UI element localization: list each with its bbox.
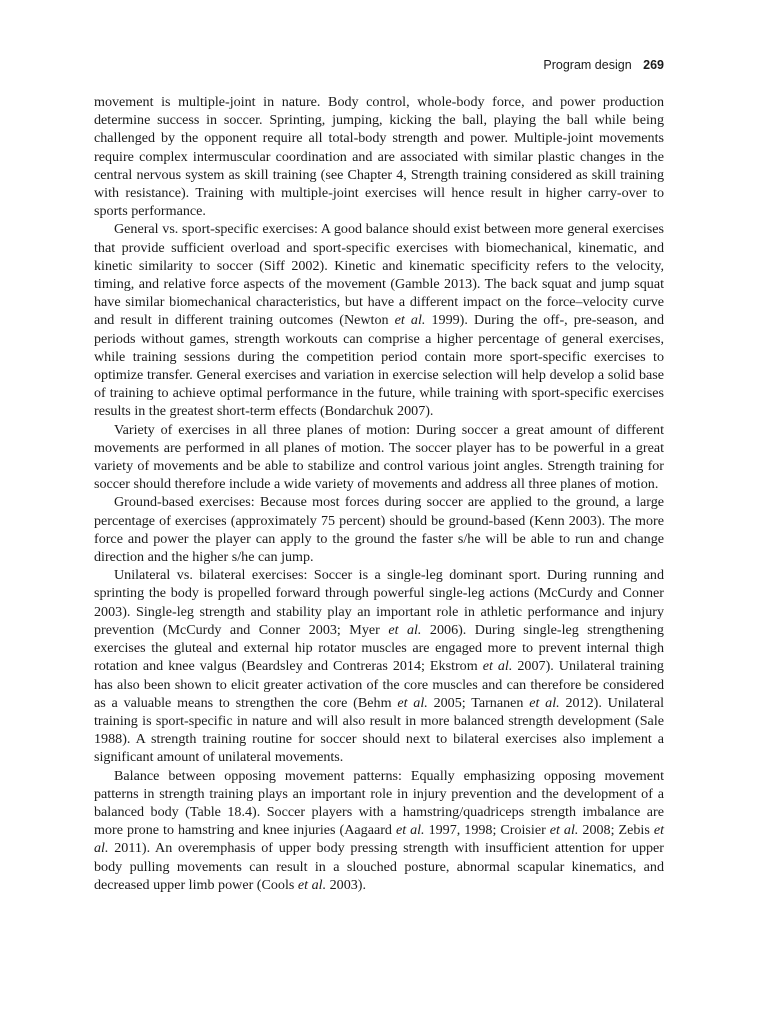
text-segment: 2003). [326,876,367,893]
italic-segment: et al. [397,694,428,711]
paragraph-1 [94,93,664,220]
text-segment: Unilateral vs. bilateral exercises: Soccer is a single-leg dominant sport. During running and sprinting the body is propelled forward through powerful single-leg actions (McCurdy and Conner 2003). Single-leg strength and stability play an important role in athletic performance and injury prevention (McCurdy and Conner 2003; Myer [94,567,664,638]
text-segment: 2005; Tarnanen [427,694,530,711]
text-segment: Variety of exercises in all three planes of motion: During soccer a great amount of different movements are performed in all planes of motion. The soccer player has to be powerful in a great variety of movements and be able to stabilize and control various joint angles. Strength training for soccer should therefore include a wide variety of movements and address all three planes of motion. [94,421,664,493]
text-segment: General vs. sport-specific exercises: A good balance should exist between more general exercises that provide sufficient overload and sport-specific exercises with biomechanical, kinematic, and kinetic similarity to soccer (Siff 2002). Kinetic and kinematic specificity refers to the velocity, timing, and relative force aspects of the movement (Gamble 2013). The back squat and jump squat have similar biomechanical characteristics, but have a different impact on the force–velocity curve and result in different training outcomes (Newton [94,221,664,329]
text-segment: 1997, 1998; Croisier [424,822,550,839]
italic-segment: et al. [388,621,422,638]
paragraph-balance-opposing-patterns [94,767,664,894]
page-header [543,58,664,72]
italic-segment: et al. [394,312,426,329]
italic-segment: et al. [482,658,513,675]
italic-segment: et al. [549,822,579,839]
text-segment: 2007). Unilateral training has also been shown to elicit greater activation of the core muscles and can therefore be considered as a valuable means to strengthen the core (Behm [94,658,664,711]
body-text [94,93,664,894]
text-segment: movement is multiple-joint in nature. Body control, whole-body force, and power production determine success in soccer. Sprinting, jumping, kicking the ball, playing the ball while being challenged by the opponent require all total-body strength and power. Multiple-joint movements require complex intermuscular coordination and are associated with similar plastic changes in the central nervous system as skill training (see Chapter 4, Strength training considered as skill training with resistance). Training with multiple-joint exercises will hence result in higher carry-over to sports performance. [94,94,664,220]
text-segment: 2011). An overemphasis of upper body pressing strength with insufficient attention for upper body pulling movements can result in a slouched posture, abnormal scapular kinematics, and decreased upper limb power (Cools [94,840,664,893]
paragraph-variety-of-exercises [94,421,664,494]
paragraph-ground-based [94,493,664,566]
page-number: 269 [643,58,664,72]
text-segment: 2012). Unilateral training is sport-specific in nature and will also result in more balanced strength development (Sale 1988). A strength training routine for soccer should next to bilateral exercises also implement a significant amount of unilateral movements. [94,694,664,766]
italic-segment: et al. [395,822,425,839]
italic-segment: et al. [529,694,560,711]
text-segment: 1999). During the off-, pre-season, and periods without games, strength workouts can comprise a higher percentage of general exercises, while training sessions during the competition period contain more sport-specific exercises to optimize transfer. General exercises and variation in exercise selection will help develop a solid base of training to achieve optimal performance in the future, while training with sport-specific exercises results in the greatest short-term effects (Bondarchuk 2007). [94,312,664,420]
text-segment: Ground-based exercises: Because most forces during soccer are applied to the ground, a large percentage of exercises (approximately 75 percent) should be ground-based (Kenn 2003). The more force and power the player can apply to the ground the faster s/he will be able to run and change direction and the higher s/he can jump. [94,494,664,566]
paragraph-unilateral-vs-bilateral [94,566,664,766]
paragraph-general-vs-sport-specific [94,220,664,420]
italic-segment: et al. [297,876,327,893]
text-segment: 2008; Zebis [578,822,654,839]
text-segment: Balance between opposing movement patterns: Equally emphasizing opposing movement patterns in strength training plays an important role in injury prevention and the development of a balanced body (Table 18.4). Soccer players with a hamstring/quadriceps strength imbalance are more prone to hamstring and knee injuries (Aagaard [94,767,664,839]
running-title: Program design [543,58,632,72]
italic-segment: et al. [94,822,664,857]
text-segment: 2006). During single-leg strengthening exercises the gluteal and external hip rotator muscles are engaged more to prevent internal thigh rotation and knee valgus (Beardsley and Contreras 2014; Ekstrom [94,621,664,675]
